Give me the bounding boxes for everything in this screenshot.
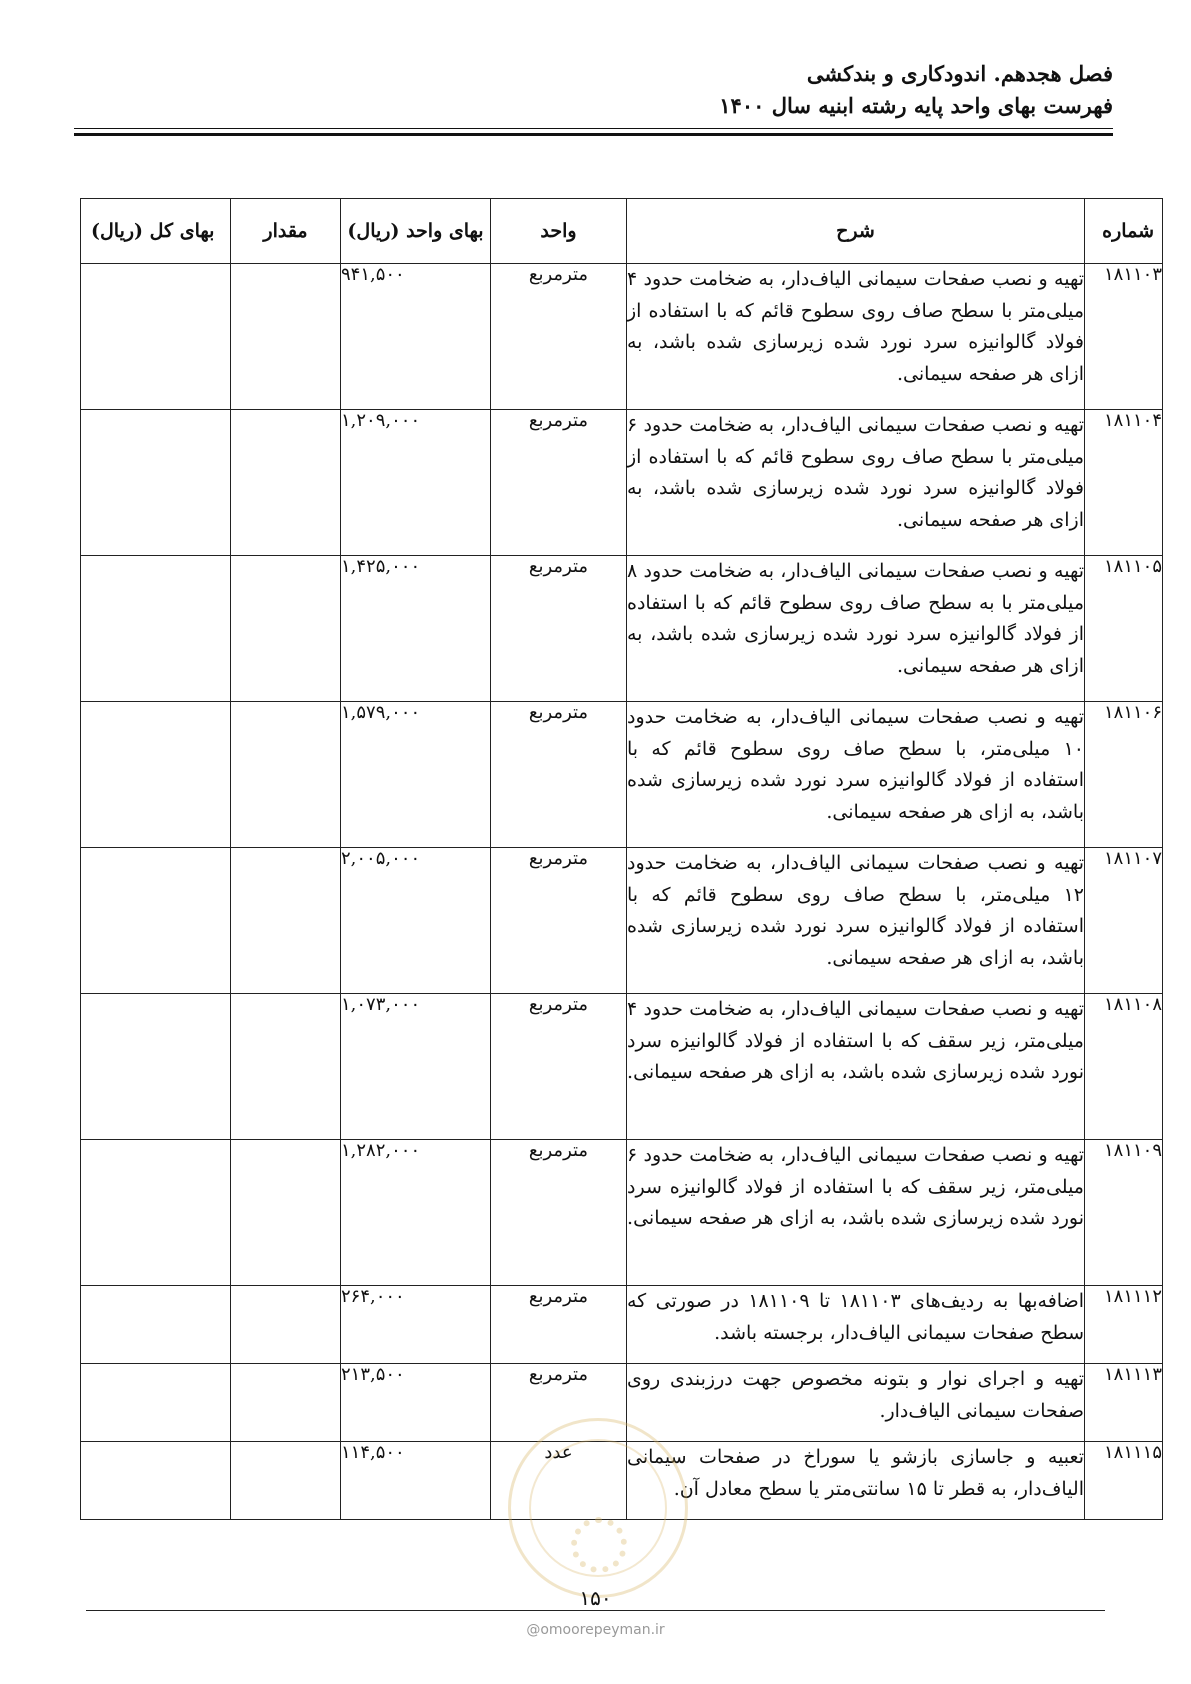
website-watermark: @omoorepeyman.ir (526, 1622, 665, 1638)
seal-gear-icon (571, 1517, 627, 1573)
row-desc: تعبیه و جاسازی بازشو یا سوراخ در صفحات سیمانی الیاف‌دار، به قطر تا ۱۵ سانتی‌متر یا سطح معادل آن. (627, 1442, 1085, 1520)
row-total (81, 264, 231, 410)
row-unit: مترمربع (491, 556, 627, 702)
row-unit: مترمربع (491, 994, 627, 1140)
row-code: ۱۸۱۱۰۵ (1085, 556, 1163, 702)
table-row (81, 410, 1163, 556)
header-total: بهای کل (ریال) (81, 199, 231, 264)
row-qty (231, 264, 341, 410)
row-unit: مترمربع (491, 1140, 627, 1286)
price-table (80, 198, 1163, 1520)
row-qty (231, 702, 341, 848)
row-unit: مترمربع (491, 702, 627, 848)
header-rule-thin (74, 128, 1113, 129)
row-code: ۱۸۱۱۰۹ (1085, 1140, 1163, 1286)
table-row (81, 1364, 1163, 1442)
page-header (719, 58, 1113, 122)
row-desc: تهیه و نصب صفحات سیمانی الیاف‌دار، به ضخامت حدود ۴ میلی‌متر با سطح صاف روی سطوح قائم که با استفاده از فولاد گالوانیزه سرد نورد شده زیرسازی شده باشد، به ازای هر صفحه سیمانی. (627, 264, 1085, 410)
row-desc: تهیه و اجرای نوار و بتونه مخصوص جهت درزبندی روی صفحات سیمانی الیاف‌دار. (627, 1364, 1085, 1442)
page-number: ۱۵۰ (579, 1586, 612, 1610)
row-code: ۱۸۱۱۱۵ (1085, 1442, 1163, 1520)
row-total (81, 1442, 231, 1520)
table-row (81, 1286, 1163, 1364)
row-desc: تهیه و نصب صفحات سیمانی الیاف‌دار، به ضخامت حدود ۱۲ میلی‌متر، با سطح صاف روی سطوح قائم که با استفاده از فولاد گالوانیزه سرد نورد شده زیرسازی شده باشد، به ازای هر صفحه سیمانی. (627, 848, 1085, 994)
table-row (81, 264, 1163, 410)
row-unit-price: ۲۱۳,۵۰۰ (341, 1364, 491, 1442)
row-unit-price: ۱۱۴,۵۰۰ (341, 1442, 491, 1520)
row-code: ۱۸۱۱۰۷ (1085, 848, 1163, 994)
chapter-title: فصل هجدهم. اندودکاری و بندکشی (806, 61, 1113, 86)
header-qty: مقدار (231, 199, 341, 264)
row-code: ۱۸۱۱۰۳ (1085, 264, 1163, 410)
table-row (81, 702, 1163, 848)
row-total (81, 1286, 231, 1364)
row-unit: مترمربع (491, 264, 627, 410)
row-total (81, 994, 231, 1140)
header-desc: شرح (627, 199, 1085, 264)
row-unit-price: ۲,۰۰۵,۰۰۰ (341, 848, 491, 994)
row-total (81, 556, 231, 702)
row-code: ۱۸۱۱۰۶ (1085, 702, 1163, 848)
row-qty (231, 410, 341, 556)
row-qty (231, 994, 341, 1140)
row-unit: مترمربع (491, 1364, 627, 1442)
document-title: فهرست بهای واحد پایه رشته ابنیه سال ۱۴۰۰ (719, 93, 1113, 118)
table-header-row (81, 199, 1163, 264)
table-row (81, 1140, 1163, 1286)
row-total (81, 702, 231, 848)
row-qty (231, 1140, 341, 1286)
table-row (81, 1442, 1163, 1520)
header-rule-thick (74, 133, 1113, 136)
row-code: ۱۸۱۱۰۴ (1085, 410, 1163, 556)
row-unit: عدد (491, 1442, 627, 1520)
row-desc: تهیه و نصب صفحات سیمانی الیاف‌دار، به ضخامت حدود ۸ میلی‌متر با به سطح صاف روی سطوح قائم که با استفاده از فولاد گالوانیزه سرد نورد شده زیرسازی شده باشد، به ازای هر صفحه سیمانی. (627, 556, 1085, 702)
row-unit-price: ۱,۰۷۳,۰۰۰ (341, 994, 491, 1140)
footer-rule (86, 1610, 1105, 1611)
row-desc: تهیه و نصب صفحات سیمانی الیاف‌دار، به ضخامت حدود ۶ میلی‌متر، زیر سقف که با استفاده از فولاد گالوانیزه سرد نورد شده زیرسازی شده باشد، به ازای هر صفحه سیمانی. (627, 1140, 1085, 1286)
row-unit-price: ۲۶۴,۰۰۰ (341, 1286, 491, 1364)
row-unit: مترمربع (491, 410, 627, 556)
row-desc: تهیه و نصب صفحات سیمانی الیاف‌دار، به ضخامت حدود ۶ میلی‌متر با سطح صاف روی سطوح قائم که با استفاده از فولاد گالوانیزه سرد نورد شده زیرسازی شده باشد، به ازای هر صفحه سیمانی. (627, 410, 1085, 556)
table-row (81, 848, 1163, 994)
row-unit-price: ۱,۵۷۹,۰۰۰ (341, 702, 491, 848)
table-row (81, 556, 1163, 702)
row-desc: تهیه و نصب صفحات سیمانی الیاف‌دار، به ضخامت حدود ۱۰ میلی‌متر، با سطح صاف روی سطوح قائم که با استفاده از فولاد گالوانیزه سرد نورد شده زیرسازی شده باشد، به ازای هر صفحه سیمانی. (627, 702, 1085, 848)
row-qty (231, 1286, 341, 1364)
row-qty (231, 848, 341, 994)
row-unit-price: ۱,۴۲۵,۰۰۰ (341, 556, 491, 702)
table-row (81, 994, 1163, 1140)
row-unit-price: ۹۴۱,۵۰۰ (341, 264, 491, 410)
row-code: ۱۸۱۱۱۲ (1085, 1286, 1163, 1364)
header-unit-price: بهای واحد (ریال) (341, 199, 491, 264)
row-qty (231, 1364, 341, 1442)
row-code: ۱۸۱۱۱۳ (1085, 1364, 1163, 1442)
row-unit-price: ۱,۲۸۲,۰۰۰ (341, 1140, 491, 1286)
row-unit: مترمربع (491, 848, 627, 994)
row-total (81, 410, 231, 556)
row-unit-price: ۱,۲۰۹,۰۰۰ (341, 410, 491, 556)
row-qty (231, 1442, 341, 1520)
row-total (81, 1140, 231, 1286)
header-unit: واحد (491, 199, 627, 264)
header-code: شماره (1085, 199, 1163, 264)
row-total (81, 848, 231, 994)
row-qty (231, 556, 341, 702)
row-desc: تهیه و نصب صفحات سیمانی الیاف‌دار، به ضخامت حدود ۴ میلی‌متر، زیر سقف که با استفاده از فولاد گالوانیزه سرد نورد شده زیرسازی شده باشد، به ازای هر صفحه سیمانی. (627, 994, 1085, 1140)
row-code: ۱۸۱۱۰۸ (1085, 994, 1163, 1140)
row-unit: مترمربع (491, 1286, 627, 1364)
row-desc: اضافه‌بها به ردیف‌های ۱۸۱۱۰۳ تا ۱۸۱۱۰۹ در صورتی که سطح صفحات سیمانی الیاف‌دار، برجسته باشد. (627, 1286, 1085, 1364)
row-total (81, 1364, 231, 1442)
